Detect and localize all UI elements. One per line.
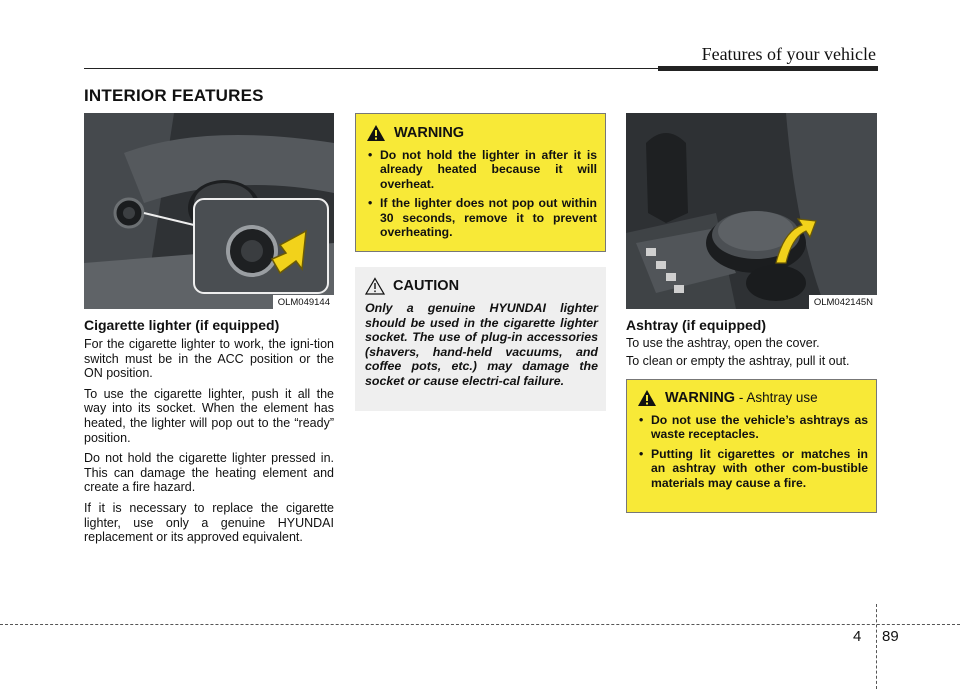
warning-triangle-icon bbox=[637, 389, 657, 407]
caution-title bbox=[365, 277, 598, 295]
warning-title bbox=[366, 124, 597, 142]
warning-item: • Do not hold the lighter in after it is already heated because it will overheat. bbox=[366, 148, 597, 191]
ashtray-illustration bbox=[626, 113, 877, 309]
footer-rule bbox=[0, 624, 960, 625]
ashtray-warning-title bbox=[637, 389, 868, 407]
header-rule bbox=[84, 68, 658, 69]
caution-title-text: CAUTION bbox=[393, 278, 460, 294]
ashtray-photo bbox=[626, 113, 877, 309]
section-title: INTERIOR FEATURES bbox=[84, 86, 264, 105]
image-code: OLM042145N bbox=[809, 295, 877, 309]
paragraph: Do not hold the cigarette lighter pressed in. This can damage the heating element and create a fire hazard. bbox=[84, 451, 334, 495]
warning-title-text: WARNING bbox=[394, 125, 465, 141]
running-header: Features of your vehicle bbox=[701, 44, 876, 64]
warning-item: • If the lighter does not pop out within 30 seconds, remove it to prevent overheating. bbox=[366, 196, 597, 239]
caution-text: Only a genuine HYUNDAI lighter should be used in the cigarette lighter socket. The use of plug-in accessories (shavers, hand-held vacuums, and coffee pots, etc.) may damage the socket or cause electri-cal failure. bbox=[365, 301, 598, 388]
warning-triangle-icon bbox=[366, 124, 386, 142]
paragraph: To use the cigarette lighter, push it all the way into its socket. When the element has heated, the lighter will pop out to the “ready” position. bbox=[84, 386, 334, 445]
warning-title-text: WARNING - Ashtray use bbox=[665, 390, 818, 406]
chapter-number: 4 bbox=[853, 628, 862, 645]
paragraph: To clean or empty the ashtray, pull it out. bbox=[626, 353, 850, 368]
paragraph: For the cigarette lighter to work, the igni-tion switch must be in the ACC position or the ON position. bbox=[84, 337, 334, 381]
paragraph: To use the ashtray, open the cover. bbox=[626, 336, 820, 350]
caution-box bbox=[355, 267, 606, 411]
caution-triangle-icon bbox=[365, 277, 385, 295]
warning-item: • Do not use the vehicle’s ashtrays as waste receptacles. bbox=[637, 413, 868, 442]
ashtray-warning-box bbox=[626, 379, 877, 513]
ashtray-heading: Ashtray (if equipped) bbox=[626, 317, 767, 333]
ashtray-warning-list bbox=[637, 413, 868, 490]
header-bar bbox=[658, 66, 878, 71]
console-illustration bbox=[84, 113, 334, 309]
cigarette-lighter-body bbox=[84, 337, 334, 551]
ashtray-body bbox=[626, 336, 878, 374]
image-code: OLM049144 bbox=[273, 295, 334, 309]
footer-divider bbox=[876, 604, 877, 689]
cigarette-lighter-heading: Cigarette lighter (if equipped) bbox=[84, 317, 280, 333]
warning-list bbox=[366, 148, 597, 239]
warning-box bbox=[355, 113, 606, 252]
paragraph: If it is necessary to replace the cigarette lighter, use only a genuine HYUNDAI replacement or its approved equivalent. bbox=[84, 500, 334, 545]
cigarette-lighter-photo bbox=[84, 113, 334, 309]
page-number: 89 bbox=[882, 628, 899, 645]
warning-item: • Putting lit cigarettes or matches in an ashtray with other com-bustible materials may cause a fire. bbox=[637, 447, 868, 490]
